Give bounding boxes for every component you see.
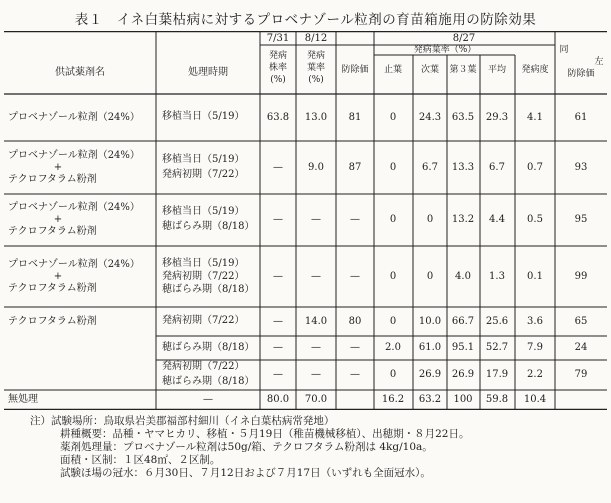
header-leaf-rate-group: 発病葉率（%） <box>413 45 477 55</box>
row-timing: 発病初期（7/22） <box>162 361 245 372</box>
row-agent: テクロフタラム粉剤 <box>8 315 97 327</box>
row-timing: 穂ばらみ期（8/18） <box>162 221 255 232</box>
row-value: — <box>273 214 283 225</box>
row-value: — <box>273 369 283 380</box>
note-line: 面積・区制：１区48㎡、２区制。 <box>60 454 221 466</box>
row-value: 29.3 <box>485 111 509 123</box>
row-agent: + <box>53 161 63 173</box>
row-value: 0 <box>389 161 397 173</box>
row-value: 2.2 <box>527 369 543 380</box>
row-value: — <box>273 161 283 173</box>
row-value: — <box>350 369 360 380</box>
row-value: — <box>273 315 283 327</box>
header-infect-rate: 発病 <box>268 51 288 61</box>
header-date-7-31: 7/31 <box>266 33 290 44</box>
row-value: 80 <box>348 315 362 327</box>
row-value: — <box>311 369 321 380</box>
header-leaf-type: 次葉 <box>420 65 440 75</box>
results-table <box>4 31 607 410</box>
row-value: 63.2 <box>418 394 442 405</box>
row-value: 79 <box>574 369 588 380</box>
row-value: 0 <box>389 369 397 380</box>
row-value: — <box>350 342 360 353</box>
table-notes <box>30 415 469 480</box>
row-timing: 穂ばらみ期（8/18） <box>162 284 255 295</box>
row-value: 0.1 <box>527 270 543 282</box>
row-value: 0 <box>389 214 397 225</box>
row-value: — <box>273 342 283 353</box>
header-control-value-2: 防除価 <box>567 69 595 79</box>
row-agent: + <box>53 214 63 225</box>
header-leaf-rate: 発病 <box>306 51 326 61</box>
header-timing: 処理時期 <box>188 67 228 78</box>
row-timing: 移植当日（5/19） <box>162 258 245 269</box>
row-value: 10.4 <box>523 394 547 405</box>
row-agent: プロベナゾール粒剤（24%） <box>8 258 140 270</box>
row-value: 14.0 <box>304 315 328 327</box>
row-timing: 発病初期（7/22） <box>162 315 245 326</box>
row-value: — <box>350 270 360 282</box>
row-value: 3.6 <box>527 315 543 327</box>
row-value: 99 <box>574 270 588 282</box>
row-timing: 穂ばらみ期（8/18） <box>162 376 255 387</box>
header-control-value-2: 同 <box>559 45 569 55</box>
header-leaf-type: 止葉 <box>383 65 403 75</box>
row-agent: 無処理 <box>8 394 38 405</box>
row-value: 4.4 <box>489 214 505 225</box>
row-value: — <box>311 342 321 353</box>
row-value: 61 <box>574 111 588 123</box>
row-timing: 移植当日（5/19） <box>162 206 245 217</box>
header-agent: 供試薬剤名 <box>55 67 105 78</box>
header-infect-rate: (%) <box>270 75 286 85</box>
row-value: 17.9 <box>485 369 509 380</box>
row-timing: 移植当日（5/19） <box>162 111 245 122</box>
row-value: 16.2 <box>381 394 405 405</box>
row-value: 9.0 <box>308 161 324 173</box>
header-control-value-2: 左 <box>594 57 604 67</box>
row-value: 63.8 <box>266 111 290 123</box>
note-line: 注）試験場所：鳥取県岩美郡福部村細川（イネ白葉枯病常発地） <box>30 415 335 427</box>
row-value: 0 <box>389 270 397 282</box>
row-agent: テクロフタラム粉剤 <box>8 173 97 185</box>
row-agent: テクロフタラム粉剤 <box>8 282 97 294</box>
row-value: 81 <box>348 111 362 123</box>
row-value: 26.9 <box>418 369 442 380</box>
row-value: 2.0 <box>385 342 401 353</box>
row-value: — <box>273 270 283 282</box>
header-infect-rate: 株率 <box>268 63 288 73</box>
row-value: 4.0 <box>455 270 471 282</box>
row-value: 6.7 <box>422 161 438 173</box>
row-value: 13.2 <box>451 214 475 225</box>
header-date-8-12: 8/12 <box>304 33 328 44</box>
header-leaf-rate: (%) <box>308 75 324 85</box>
row-value: 1.3 <box>489 270 505 282</box>
row-value: 59.8 <box>485 394 509 405</box>
row-timing: — <box>203 393 213 405</box>
row-value: 52.7 <box>485 342 509 353</box>
row-value: 0 <box>426 214 434 225</box>
row-value: 10.0 <box>418 315 442 327</box>
row-value: 4.1 <box>527 111 543 123</box>
row-value: 0.5 <box>527 214 543 225</box>
row-value: — <box>311 270 321 282</box>
row-value: 7.9 <box>527 342 543 353</box>
row-value: 0 <box>389 315 397 327</box>
row-value: 80.0 <box>266 394 290 405</box>
header-leaf-type: 第３葉 <box>449 65 477 75</box>
row-value: 26.9 <box>451 369 475 380</box>
row-value: 0.7 <box>527 161 543 173</box>
row-agent: + <box>53 270 63 282</box>
row-value: 87 <box>348 161 362 173</box>
row-timing: 発病初期（7/22） <box>162 168 245 180</box>
table-title: 表１ イネ白葉枯病に対するプロベナゾール粒剤の育苗箱施用の防除効果 <box>74 12 537 28</box>
row-timing: 移植当日（5/19） <box>162 153 245 165</box>
header-severity: 発病度 <box>521 65 549 75</box>
row-value: 70.0 <box>304 394 328 405</box>
row-value: 63.5 <box>451 111 475 123</box>
header-leaf-type: 平均 <box>487 65 507 75</box>
row-value: — <box>311 214 321 225</box>
row-value: 13.0 <box>304 111 328 123</box>
header-control-value: 防除価 <box>341 65 369 75</box>
row-value: 24.3 <box>418 111 442 123</box>
row-value: 6.7 <box>489 161 505 173</box>
row-value: 13.3 <box>451 161 475 173</box>
row-value: 93 <box>574 161 588 173</box>
note-line: 試験ほ場の冠水：６月30日、７月12日および７月17日（いずれも全面冠水）。 <box>60 467 431 479</box>
header-leaf-rate: 葉率 <box>306 63 326 73</box>
row-value: 66.7 <box>451 315 475 327</box>
row-agent: プロベナゾール粒剤（24%） <box>8 149 140 161</box>
note-line: 薬剤処理量：プロベナゾール粒剤は50g/箱、テクロフタラム粉剤は 4kg/10a。 <box>60 441 433 453</box>
row-timing: 穂ばらみ期（8/18） <box>162 341 255 353</box>
row-value: 25.6 <box>485 315 509 327</box>
row-value: 95 <box>574 214 588 225</box>
row-value: 0 <box>426 270 434 282</box>
row-value: 61.0 <box>418 342 442 353</box>
row-value: 95.1 <box>451 342 475 353</box>
row-value: 0 <box>389 111 397 123</box>
note-line: 耕種概要：品種・ヤマヒカリ、移植・５月19日（稚苗機械移植）、出穂期・８月22日。 <box>60 428 470 440</box>
row-agent: プロベナゾール粒剤（24%） <box>8 202 140 213</box>
row-value: — <box>350 214 360 225</box>
row-value: 65 <box>574 315 588 327</box>
row-value: 100 <box>453 394 473 405</box>
row-agent: テクロフタラム粉剤 <box>8 226 97 237</box>
row-agent: プロベナゾール粒剤（24%） <box>8 111 140 123</box>
table-grid-lines <box>4 31 607 410</box>
row-timing: 発病初期（7/22） <box>162 271 245 282</box>
header-date-8-27: 8/27 <box>452 33 476 44</box>
row-value: 24 <box>574 342 588 353</box>
